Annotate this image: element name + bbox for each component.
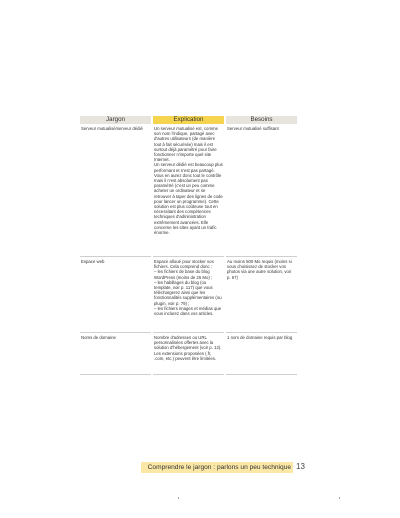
explanation-paragraph: – les fichiers de base du blog WordPress (moins de 25 Mo) ; <box>154 269 213 280</box>
needs-cell: Serveur mutualisé suffisant <box>226 124 297 257</box>
explanation-paragraph: Un serveur mutualisé est, comme son nom l'indique, partagé avec d'autres utilisateurs (de manière tout à fait sécurisée) mais il est surtout déjà paramétré pour faire fonctionner n'importe quel site Internet. <box>154 126 218 163</box>
header-explication: Explication <box>153 116 224 124</box>
table-row <box>80 333 297 375</box>
explanation-paragraph: Un serveur dédié est beaucoup plus performant et n'est pas partagé. Vous en aurez donc tout le contrôle mais il n'est absolument pas paramétré (c'est un peu comme acheter un ordinateur et se retrouver à taper des lignes de code pour lancer un programme). Cette solution est plus coûteuse tout en nécessitant des compétences techniques d'administration extrêmement avancées. Elle concerne les sites ayant un trafic énorme. <box>154 162 223 236</box>
table-row <box>80 124 297 257</box>
crop-mark <box>178 497 179 499</box>
term-cell: Serveur mutualisé/serveur dédié <box>80 124 151 257</box>
table-header-row <box>80 116 297 124</box>
running-footer-title: Comprendre le jargon : parlons un peu technique <box>147 464 291 471</box>
header-jargon: Jargon <box>80 116 151 124</box>
explanation-paragraph: – les fichiers images et médias que vous inclurez dans vos articles. <box>154 305 222 317</box>
needs-cell: 1 nom de domaine requis par blog <box>226 333 297 375</box>
table-row <box>80 257 297 333</box>
explanation-paragraph: Les extensions proposées (.fr, .com, etc.) peuvent être limitées. <box>154 350 217 361</box>
needs-cell: Au moins 500 Mo requis (moins si vous choisissez de stocker vos photos via une autre solution, voir p. 67) <box>226 257 297 333</box>
page-number: 13 <box>296 462 305 471</box>
explanation-cell <box>153 333 224 375</box>
explanation-paragraph: Espace alloué pour stocker vos fichiers. Cela comprend donc : <box>154 259 214 270</box>
explanation-cell <box>153 257 224 333</box>
explanation-paragraph: – les habillages du blog (ou template, voir p. 117) que vous téléchargerez ainsi que les fonctionnalités supplémentaires (ou plugin, voir p. 79) ; <box>154 279 222 306</box>
term-cell: Espace web <box>80 257 151 333</box>
jargon-table <box>78 116 299 375</box>
header-besoins: Besoins <box>226 116 297 124</box>
explanation-paragraph: Nombre d'adresses ou URL personnalisées offertes avec la solution d'hébergement (voir p. 12). <box>154 335 222 351</box>
explanation-cell <box>153 124 224 257</box>
term-cell: Noms de domaine <box>80 333 151 375</box>
crop-mark <box>339 497 340 499</box>
